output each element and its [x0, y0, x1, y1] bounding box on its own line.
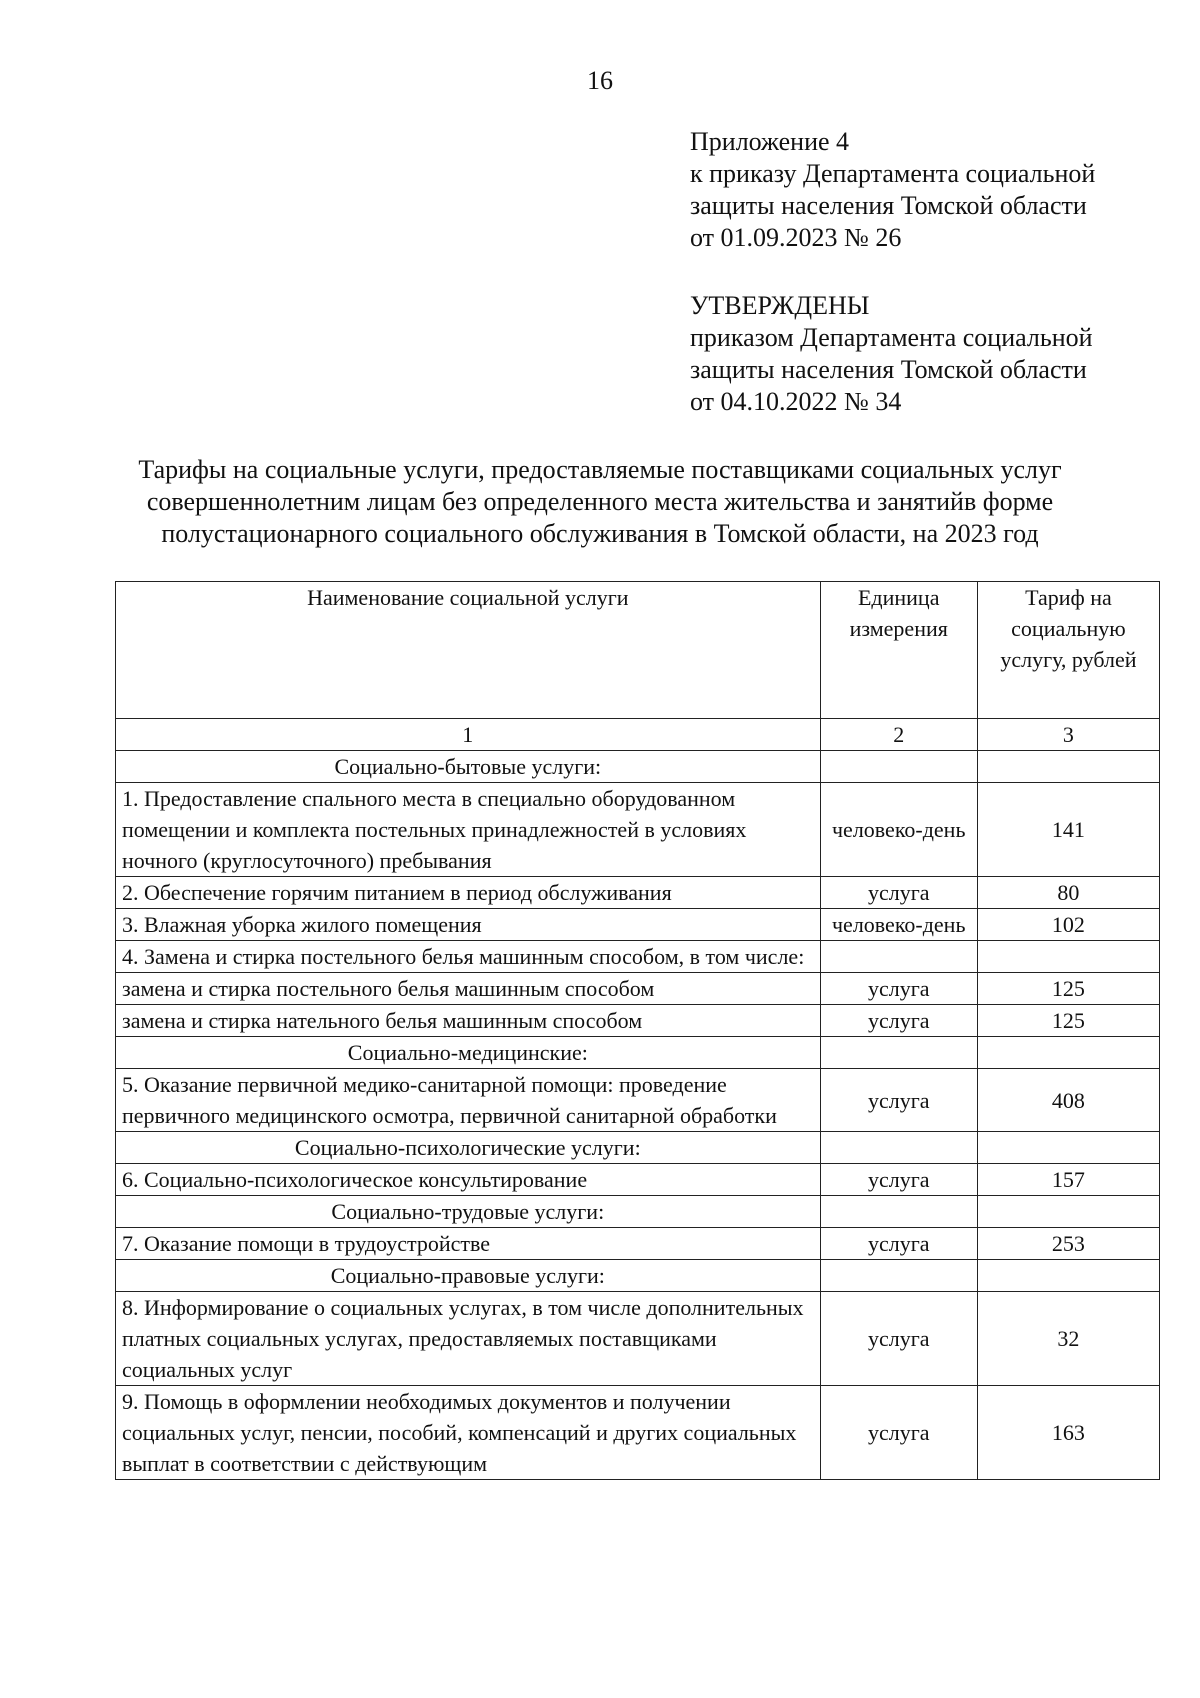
unit-cell: человеко-день — [820, 909, 977, 941]
unit-cell: человеко-день — [820, 783, 977, 877]
unit-cell — [820, 1037, 977, 1069]
table-row — [116, 1069, 1160, 1132]
service-name: 4. Замена и стирка постельного белья машинным способом, в том числе: — [116, 941, 821, 973]
section-row — [116, 1260, 1160, 1292]
table-row — [116, 1292, 1160, 1386]
section-row — [116, 1037, 1160, 1069]
approved-line: приказом Департамента социальной — [690, 323, 1093, 352]
tariff-cell: 253 — [977, 1228, 1159, 1260]
document-title — [100, 454, 1100, 550]
column-number: 2 — [820, 719, 977, 751]
section-title: Социально-трудовые услуги: — [116, 1196, 821, 1228]
section-row — [116, 1132, 1160, 1164]
tariff-cell: 32 — [977, 1292, 1159, 1386]
service-name: 9. Помощь в оформлении необходимых документов и получении социальных услуг, пенсии, пособий, компенсаций и других социальных выплат в соответствии с действующим — [116, 1386, 821, 1480]
page-number: 16 — [587, 66, 613, 95]
tariff-cell: 125 — [977, 973, 1159, 1005]
table-row — [116, 909, 1160, 941]
header-tariff: Тариф на социальную услугу, рублей — [977, 582, 1159, 719]
section-title: Социально-бытовые услуги: — [116, 751, 821, 783]
annex-line: Приложение 4 — [690, 127, 850, 156]
table-row — [116, 1386, 1160, 1480]
unit-cell — [820, 941, 977, 973]
table-row — [116, 973, 1160, 1005]
annex-line: от 01.09.2023 № 26 — [690, 223, 902, 252]
table-row — [116, 1164, 1160, 1196]
table-row — [116, 941, 1160, 973]
title-line: Тарифы на социальные услуги, предоставляемые поставщиками социальных услуг — [138, 455, 1062, 484]
tariff-cell — [977, 1132, 1159, 1164]
approved-heading: УТВЕРЖДЕНЫ — [690, 291, 870, 320]
unit-cell — [820, 1196, 977, 1228]
unit-cell: услуга — [820, 1164, 977, 1196]
tariff-cell — [977, 941, 1159, 973]
tariff-cell: 408 — [977, 1069, 1159, 1132]
approved-line: защиты населения Томской области — [690, 355, 1087, 384]
header-service-name: Наименование социальной услуги — [116, 582, 821, 719]
tariff-cell: 157 — [977, 1164, 1159, 1196]
tariff-cell: 125 — [977, 1005, 1159, 1037]
approved-line: от 04.10.2022 № 34 — [690, 387, 902, 416]
tariff-cell: 163 — [977, 1386, 1159, 1480]
column-number: 3 — [977, 719, 1159, 751]
table-row — [116, 1228, 1160, 1260]
unit-cell — [820, 1132, 977, 1164]
service-name: 1. Предоставление спального места в специально оборудованном помещении и комплекта постельных принадлежностей в условиях ночного (круглосуточного) пребывания — [116, 783, 821, 877]
title-line: совершеннолетним лицам без определенного места жительства и занятийв форме — [146, 487, 1054, 516]
table-row — [116, 783, 1160, 877]
tariff-cell — [977, 1037, 1159, 1069]
service-name: 7. Оказание помощи в трудоустройстве — [116, 1228, 821, 1260]
tariff-cell — [977, 1196, 1159, 1228]
service-name: 6. Социально-психологическое консультирование — [116, 1164, 821, 1196]
tariff-cell: 141 — [977, 783, 1159, 877]
unit-cell: услуга — [820, 1292, 977, 1386]
section-title: Социально-правовые услуги: — [116, 1260, 821, 1292]
service-name: 8. Информирование о социальных услугах, в том числе дополнительных платных социальных услугах, предоставляемых поставщиками социальных услуг — [116, 1292, 821, 1386]
unit-cell — [820, 751, 977, 783]
section-title: Социально-медицинские: — [116, 1037, 821, 1069]
header-unit: Единица измерения — [820, 582, 977, 719]
tariff-cell — [977, 1260, 1159, 1292]
tariff-cell — [977, 751, 1159, 783]
column-number: 1 — [116, 719, 821, 751]
tariffs-table — [115, 581, 1160, 1480]
tariff-cell: 102 — [977, 909, 1159, 941]
section-row — [116, 1196, 1160, 1228]
unit-cell: услуга — [820, 1228, 977, 1260]
section-title: Социально-психологические услуги: — [116, 1132, 821, 1164]
tariff-cell: 80 — [977, 877, 1159, 909]
annex-line: защиты населения Томской области — [690, 191, 1087, 220]
section-row — [116, 751, 1160, 783]
title-line: полустационарного социального обслуживания в Томской области, на 2023 год — [161, 519, 1039, 548]
service-name: замена и стирка постельного белья машинным способом — [116, 973, 821, 1005]
table-row — [116, 1005, 1160, 1037]
unit-cell: услуга — [820, 973, 977, 1005]
table-header-row — [116, 582, 1160, 719]
service-name: 3. Влажная уборка жилого помещения — [116, 909, 821, 941]
unit-cell: услуга — [820, 1386, 977, 1480]
service-name: замена и стирка нательного белья машинным способом — [116, 1005, 821, 1037]
unit-cell: услуга — [820, 877, 977, 909]
approved-block — [690, 290, 1170, 418]
column-number-row — [116, 719, 1160, 751]
service-name: 2. Обеспечение горячим питанием в период обслуживания — [116, 877, 821, 909]
service-name: 5. Оказание первичной медико-санитарной помощи: проведение первичного медицинского осмотра, первичной санитарной обработки — [116, 1069, 821, 1132]
annex-line: к приказу Департамента социальной — [690, 159, 1096, 188]
unit-cell: услуга — [820, 1005, 977, 1037]
table-row — [116, 877, 1160, 909]
unit-cell — [820, 1260, 977, 1292]
unit-cell: услуга — [820, 1069, 977, 1132]
annex-block — [690, 126, 1170, 254]
